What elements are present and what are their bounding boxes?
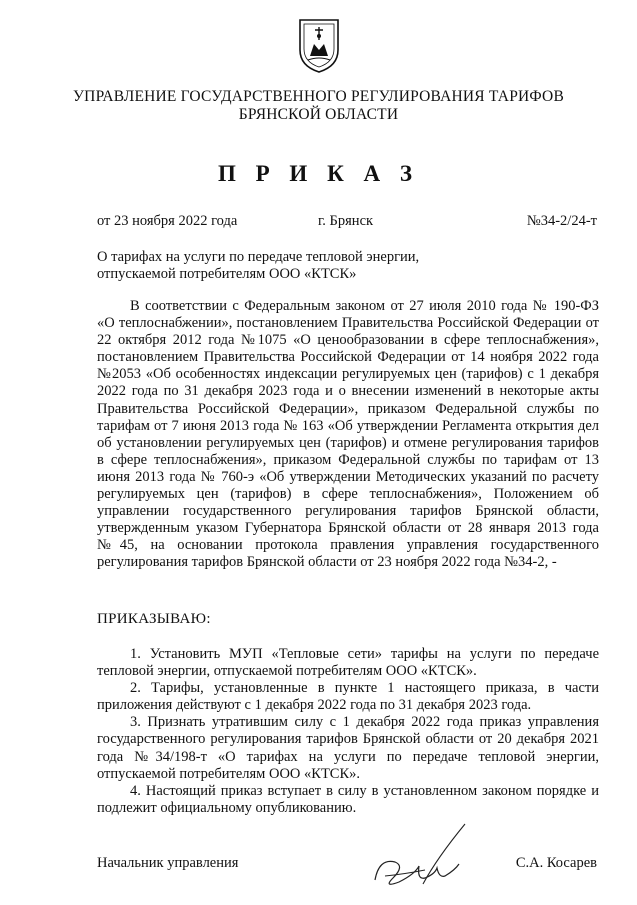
order-heading: ПРИКАЗЫВАЮ: (97, 611, 211, 627)
handwritten-signature (365, 818, 475, 898)
order-item: 3. Признать утратившим силу с 1 декабря 2022 года приказ управления государственного регулирования тарифов Брянской области от 20 декабря 2021 года №34/198-т «О тарифах на услуги по передаче тепловой энергии, отпускаемой потребителям ООО «КТСК». (97, 714, 599, 782)
document-city: г. Брянск (318, 213, 374, 229)
document-title: П Р И К А З (217, 161, 419, 186)
document-date: от 23 ноября 2022 года (97, 213, 238, 229)
subject-line: О тарифах на услуги по передаче тепловой энергии, (97, 249, 420, 265)
signatory-position: Начальник управления (97, 855, 239, 871)
document-number: №34-2/24-т (526, 213, 597, 229)
order-item: 1. Установить МУП «Тепловые сети» тарифы на услуги по передаче тепловой энергии, отпускаемой потребителям ООО «КТСК». (97, 646, 599, 680)
preamble (97, 298, 599, 572)
org-name-line2: БРЯНСКОЙ ОБЛАСТИ (238, 106, 399, 123)
subject-line: отпускаемой потребителям ООО «КТСК» (97, 266, 357, 282)
order-item: 2. Тарифы, установленные в пункте 1 настоящего приказа, в части приложения действуют с 1 декабря 2022 года по 31 декабря 2023 года. (97, 680, 599, 714)
signatory-name: С.А. Косарев (515, 855, 597, 871)
org-name-line1: УПРАВЛЕНИЕ ГОСУДАРСТВЕННОГО РЕГУЛИРОВАНИЯ ТАРИФОВ (73, 88, 564, 105)
document-subject (97, 249, 419, 283)
coat-of-arms-icon (296, 16, 342, 74)
order-item: 4. Настоящий приказ вступает в силу в установленном законом порядке и подлежит официальному опубликованию. (97, 782, 599, 816)
order-items (97, 646, 599, 817)
preamble-text: В соответствии с Федеральным законом от 27 июля 2010 года № 190-ФЗ «О теплоснабжении», постановлением Правительства Российской Федерации от 22 октября 2012 года №1075 «О ценообразовании в сфере теплоснабжения», постановлением Правительства Российской Федерации от 14 ноября 2022 года №2053 «Об особенностях индексации регулируемых цен (тарифов) с 1 декабря 2022 года по 31 декабря 2023 года и о внесении изменений в некоторые акты Правительства Российской Федерации», приказом Федеральной службы по тарифам от 7 июня 2013 года № 163 «Об утверждении Регламента открытия дел об установлении регулируемых цен (тарифов) и отмене регулирования тарифов в сфере теплоснабжения», приказом Федеральной службы по тарифам от 13 июня 2013 года № 760-э «Об утверждении Методических указаний по расчету регулируемых цен (тарифов) в сфере теплоснабжения», Положением об управлении государственного регулирования тарифов Брянской области, утвержденным указом Губернатора Брянской области от 28 января 2013 года №45, на основании протокола правления управления государственного регулирования тарифов Брянской области от 23 ноября 2022 года №34-2, - (97, 298, 599, 571)
